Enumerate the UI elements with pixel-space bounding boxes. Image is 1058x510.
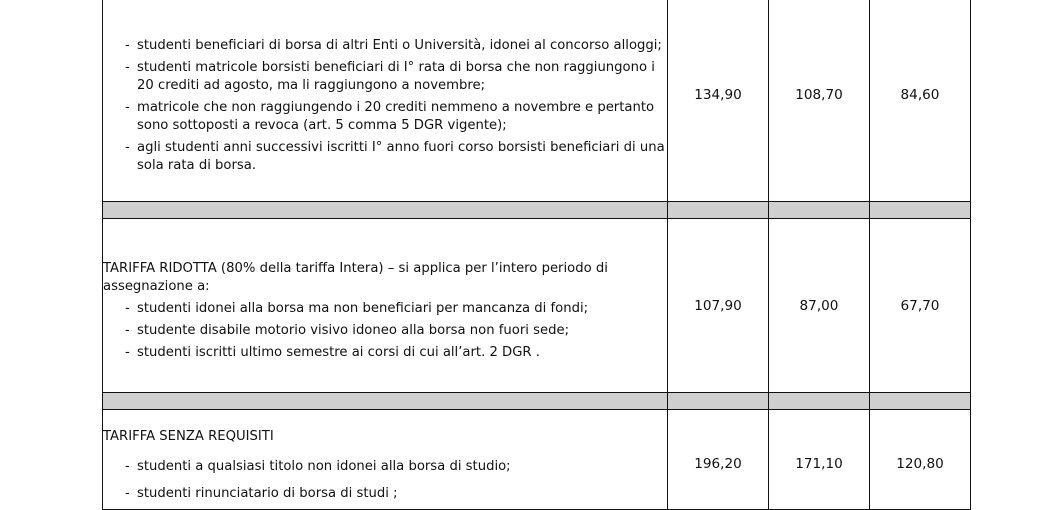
rate-value: 84,60 — [870, 0, 971, 202]
separator-cell — [769, 202, 870, 219]
rate-value: 134,90 — [668, 0, 769, 202]
separator-cell — [870, 202, 971, 219]
list-item: - studente disabile motorio visivo idoneo alla borsa non fuori sede; — [103, 322, 667, 340]
separator-cell — [103, 202, 668, 219]
tariff-row — [103, 0, 971, 202]
list-item: - studenti beneficiari di borsa di altri Enti o Università, idonei al concorso alloggi; — [103, 37, 667, 55]
separator-cell — [103, 393, 668, 410]
list-item: - studenti matricole borsisti beneficiari di I° rata di borsa che non raggiungono i 20 crediti ad agosto, ma li raggiungono a novembre; — [103, 59, 667, 95]
eligibility-list — [103, 37, 667, 175]
rate-value: 67,70 — [870, 219, 971, 393]
list-item: - agli studenti anni successivi iscritti I° anno fuori corso borsisti beneficiari di una sola rata di borsa. — [103, 139, 667, 175]
eligibility-list — [103, 458, 667, 503]
tariff-heading: TARIFFA SENZA REQUISITI — [103, 429, 274, 444]
list-item: - studenti idonei alla borsa ma non beneficiari per mancanza di fondi; — [103, 300, 667, 318]
separator-row — [103, 202, 971, 219]
list-item: - matricole che non raggiungendo i 20 crediti nemmeno a novembre e pertanto sono sottoposti a revoca (art. 5 comma 5 DGR vigente); — [103, 99, 667, 135]
separator-cell — [870, 393, 971, 410]
tariff-description — [103, 0, 668, 202]
tariff-heading: TARIFFA RIDOTTA (80% della tariffa Intera) – si applica per l’intero periodo di assegnazione a: — [103, 261, 608, 294]
separator-cell — [769, 393, 870, 410]
rate-value: 107,90 — [668, 219, 769, 393]
tariff-description — [103, 219, 668, 393]
separator-row — [103, 393, 971, 410]
separator-cell — [668, 202, 769, 219]
tariff-row — [103, 219, 971, 393]
rate-value: 196,20 — [668, 410, 769, 510]
list-item: - studenti iscritti ultimo semestre ai corsi di cui all’art. 2 DGR . — [103, 344, 667, 362]
separator-cell — [668, 393, 769, 410]
list-item: - studenti rinunciatario di borsa di studi ; — [103, 485, 667, 503]
rate-value: 87,00 — [769, 219, 870, 393]
tariff-description — [103, 410, 668, 510]
rate-value: 171,10 — [769, 410, 870, 510]
tariff-row — [103, 410, 971, 510]
eligibility-list — [103, 300, 667, 362]
list-item: - studenti a qualsiasi titolo non idonei alla borsa di studio; — [103, 458, 667, 476]
rate-value: 120,80 — [870, 410, 971, 510]
rate-value: 108,70 — [769, 0, 870, 202]
tariff-table — [102, 0, 971, 510]
